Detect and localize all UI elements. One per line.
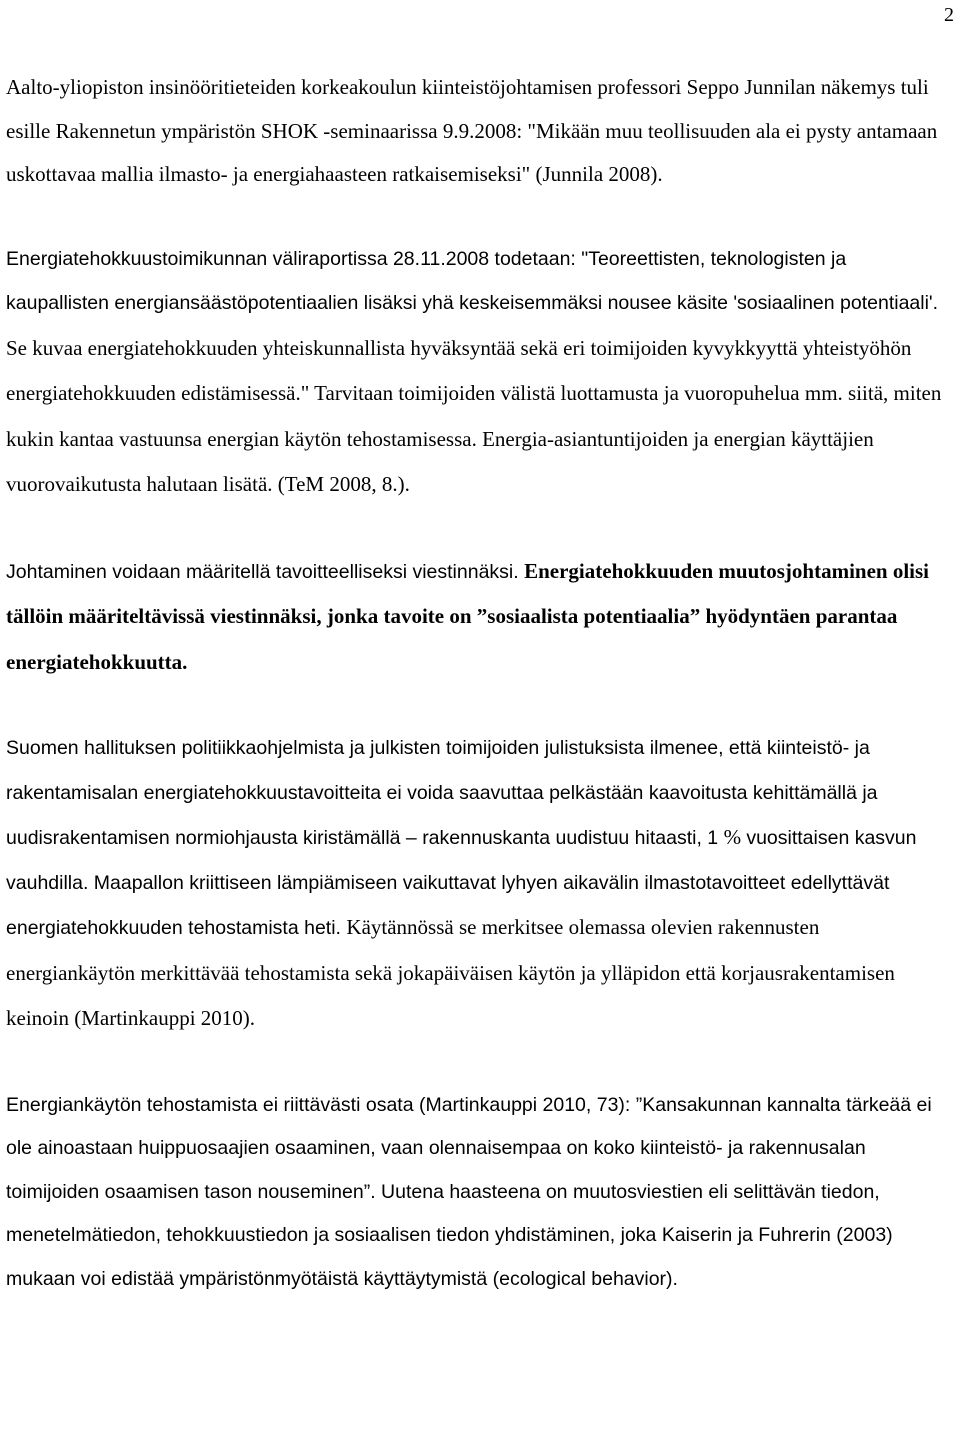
paragraph-government-policy [6, 727, 952, 1043]
paragraph-leadership [6, 550, 952, 687]
paragraph-junnila: Aalto-yliopiston insinööritieteiden korkeakoulun kiinteistöjohtamisen professori Seppo Junnilan näkemys tuli esille Rakennetun ympäristön SHOK -seminaarissa 9.9.2008: "Mikään muu teollisuuden ala ei pysty antamaan uskottavaa mallia ilmasto- ja energiahaasteen ratkaisemiseksi" (Junnila 2008). [6, 75, 938, 186]
document-body [6, 66, 952, 1301]
paragraph-gap [6, 197, 952, 238]
paragraph-martinkauppi: Energiankäytön tehostamista ei riittävästi osata (Martinkauppi 2010, 73): ”Kansakunnan kannalta tärkeää ei ole ainoastaan huippuosaajien osaaminen, vaan olennaisempaa on koko kiinteistö- ja rakennusalan toimijoiden osaamisen tason nouseminen”. Uutena haasteena on muutosviestien eli selittävän tiedon, menetelmätiedon, tehokkuustiedon ja sosiaalisen tiedon yhdistäminen, joka Kaiserin ja Fuhrerin (2003) mukaan voi edistää ympäristönmyötäistä käyttäytymistä (ecological behavior). [6, 1093, 932, 1290]
paragraph-government-policy-part-2: vuosittaisen kasvun vauhdilla. Maapallon kriittiseen lämpiämiseen vaikuttavat lyhyen aikavälin ilmastotavoitteet edellyttävät energiatehokkuuden tehostamista heti. [6, 827, 917, 939]
paragraph-tem-report-sans-part: Energiatehokkuustoimikunnan väliraportissa 28.11.2008 todetaan: "Teoreettisten, teknologisten ja kaupallisten energiansäästöpotentiaalien lisäksi yhä keskeisemmäksi nousee käsite 'sosiaalinen potentiaali'. [6, 247, 939, 314]
paragraph-leadership-intro: Johtaminen voidaan määritellä tavoitteelliseksi viestinnäksi. [6, 560, 525, 583]
paragraph-gap [6, 1043, 952, 1084]
paragraph-tem-report-serif-part: Se kuvaa energiatehokkuuden yhteiskunnallista hyväksyntää sekä eri toimijoiden kyvykkyyttä yhteistyöhön energiatehokkuuden edistämisessä." Tarvitaan toimijoiden välistä luottamusta ja vuoropuhelua mm. siitä, miten kukin kantaa vastuunsa energian käytön tehostamisessa. Energia-asiantuntijoiden ja energian käyttäjien vuorovaikutusta halutaan lisätä. (TeM 2008, 8.). [6, 335, 942, 496]
paragraph-gap [6, 686, 952, 727]
paragraph-government-policy-part-3: Käytännössä se merkitsee olemassa olevien rakennusten energiankäytön merkittävää tehostamista sekä jokapäiväisen käytön ja ylläpidon että korjausrakentamisen keinoin (Martinkauppi 2010). [6, 915, 895, 1030]
paragraph-gap [6, 509, 952, 550]
page-number: 2 [944, 4, 954, 26]
paragraph-government-policy-part-1: Suomen hallituksen politiikkaohjelmista ja julkisten toimijoiden julistuksista ilmenee, että kiinteistö- ja rakentamisalan energiatehokkuustavoitteita ei voida saavuttaa pelkästään kaavoitusta kehittämällä ja uudisrakentamisen normiohjausta kiristämällä – rakennuskanta uudistuu hitaasti, 1 [6, 737, 878, 849]
paragraph-tem-report [6, 238, 952, 509]
paragraph-government-policy-percent: % [723, 825, 747, 849]
paragraph-leadership-emphasis: Energiatehokkuuden muutosjohtaminen olisi tällöin määriteltävissä viestinnäksi, jonka tavoite on ”sosiaalista potentiaalia” hyödyntäen parantaa energiatehokkuutta. [6, 558, 930, 674]
